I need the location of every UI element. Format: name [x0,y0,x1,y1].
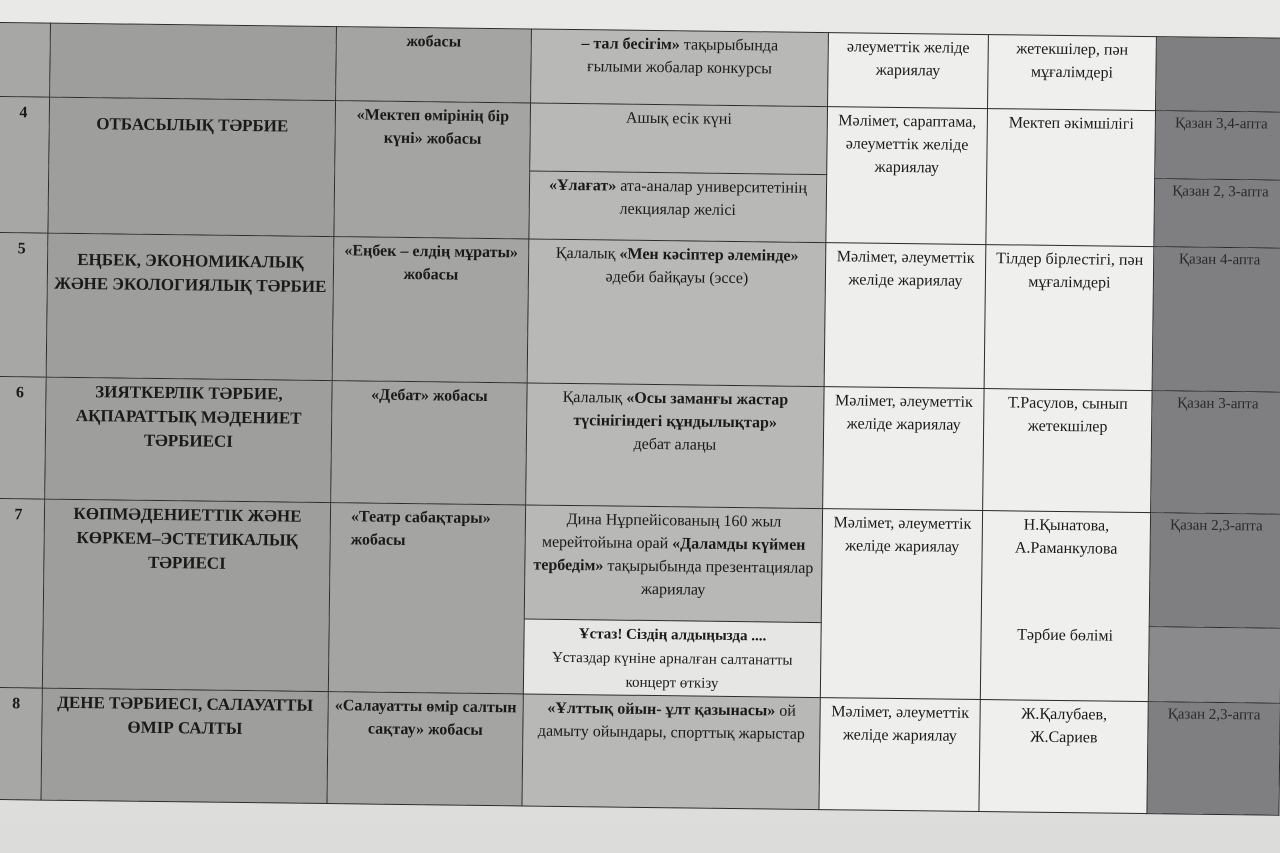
project-cell: «Театр сабақтары» жобасы [328,503,525,694]
date-cell: Қазан 3,4-апта [1155,111,1280,181]
event-cell: «Ұлттық ойын- ұлт қазынасы» ой дамыту ойындары, спорттық жарыстар [522,694,820,810]
event-cell: «Ұлағат» ата-аналар университетінің лекциялар желісі [529,171,827,243]
direction-cell [50,23,337,100]
responsible-cell: Н.Қынатова, А.Раманкулова Тәрбие бөлімі [980,511,1150,702]
responsible-cell: жетекшілер, пән мұғалімдері [988,35,1157,111]
row-number-cell: 5 [0,232,48,377]
date-cell: Қазан 4-апта [1152,247,1280,393]
event-cell: Ұстаз! Сіздің алдыңызда .... Ұстаздар күніне арналған салтанатты концерт өткізу [523,619,821,698]
table-row [0,498,1280,628]
date-cell [1156,37,1280,113]
event-cell: Қалалық «Осы заманғы жастар түсінігіндегі құндылықтар» дебат алаңы [526,383,824,509]
direction-cell: ДЕНЕ ТӘРБИЕСІ, САЛАУАТТЫ ӨМІР САЛТЫ [41,688,328,803]
direction-cell: ОТБАСЫЛЫҚ ТӘРБИЕ [48,97,336,236]
row-number-cell [0,22,50,97]
row-number-cell: 6 [0,376,46,499]
event-cell: Қалалық «Мен кәсіптер әлемінде» әдеби байқауы (эссе) [527,239,826,387]
form-cell: Мәлімет, әлеуметтік желіде жариялау [819,698,980,812]
row-number-cell: 4 [0,96,50,233]
project-cell: «Еңбек – елдің мұраты» жобасы [332,237,529,383]
project-cell: «Мектеп өмірінің бір күні» жобасы [334,101,531,239]
direction-cell: ЕҢБЕК, ЭКОНОМИКАЛЫҚ ЖӘНЕ ЭКОЛОГИЯЛЫҚ ТӘРБИЕ [46,233,334,380]
project-cell: жобасы [336,27,532,103]
table-row [0,687,1280,815]
row-number-cell: 7 [0,498,45,688]
date-cell: Қазан 2,3-апта [1147,702,1280,816]
form-cell: Мәлімет, әлеуметтік желіде жариялау [823,387,984,511]
direction-cell: ЗИЯТКЕРЛІК ТӘРБИЕ, АҚПАРАТТЫҚ МӘДЕНИЕТ ТӘРБИЕСІ [45,377,332,502]
responsible-cell: Ж.Қалубаев, Ж.Сариев [979,700,1148,814]
event-cell: Дина Нұрпейісованың 160 жыл мерейтойына орай «Даламды күймен тербедім» тақырыбында презентациялар жариялау [524,505,822,623]
table-row [0,232,1280,392]
document-sheet [0,22,1280,838]
date-cell: Қазан 3-апта [1151,391,1280,515]
event-cell: Ашық есік күні [530,103,828,175]
responsible-cell: Тілдер бірлестігі, пән мұғалімдері [984,245,1154,391]
education-plan-table [0,22,1280,816]
event-cell: – тал бесігім» тақырыбында ғылыми жобалар конкурсы [531,29,829,107]
table-row [0,96,1280,180]
row-number-cell: 8 [0,687,42,800]
table-row [0,376,1280,514]
project-cell: «Салауатты өмір салтын сақтау» жобасы [327,692,523,806]
date-cell: Қазан 2, 3-апта [1154,179,1280,249]
direction-cell: КӨПМӘДЕНИЕТТІК ЖӘНЕ КӨРКЕМ–ЭСТЕТИКАЛЫҚ ТӘРИЕСІ [42,499,330,691]
form-cell: Мәлімет, сараптама, әлеуметтік желіде жариялау [826,107,988,245]
form-cell: Мәлімет, әлеуметтік желіде жариялау [824,243,986,389]
date-cell: Қазан 2,3-апта [1149,513,1280,629]
responsible-cell: Мектеп әкімшілігі [986,109,1156,247]
responsible-cell: Т.Расулов, сынып жетекшілер [983,389,1152,513]
project-cell: «Дебат» жобасы [331,381,527,505]
date-cell [1148,627,1280,704]
form-cell: әлеуметтік желіде жариялау [828,33,989,109]
form-cell: Мәлімет, әлеуметтік желіде жариялау [820,509,982,700]
